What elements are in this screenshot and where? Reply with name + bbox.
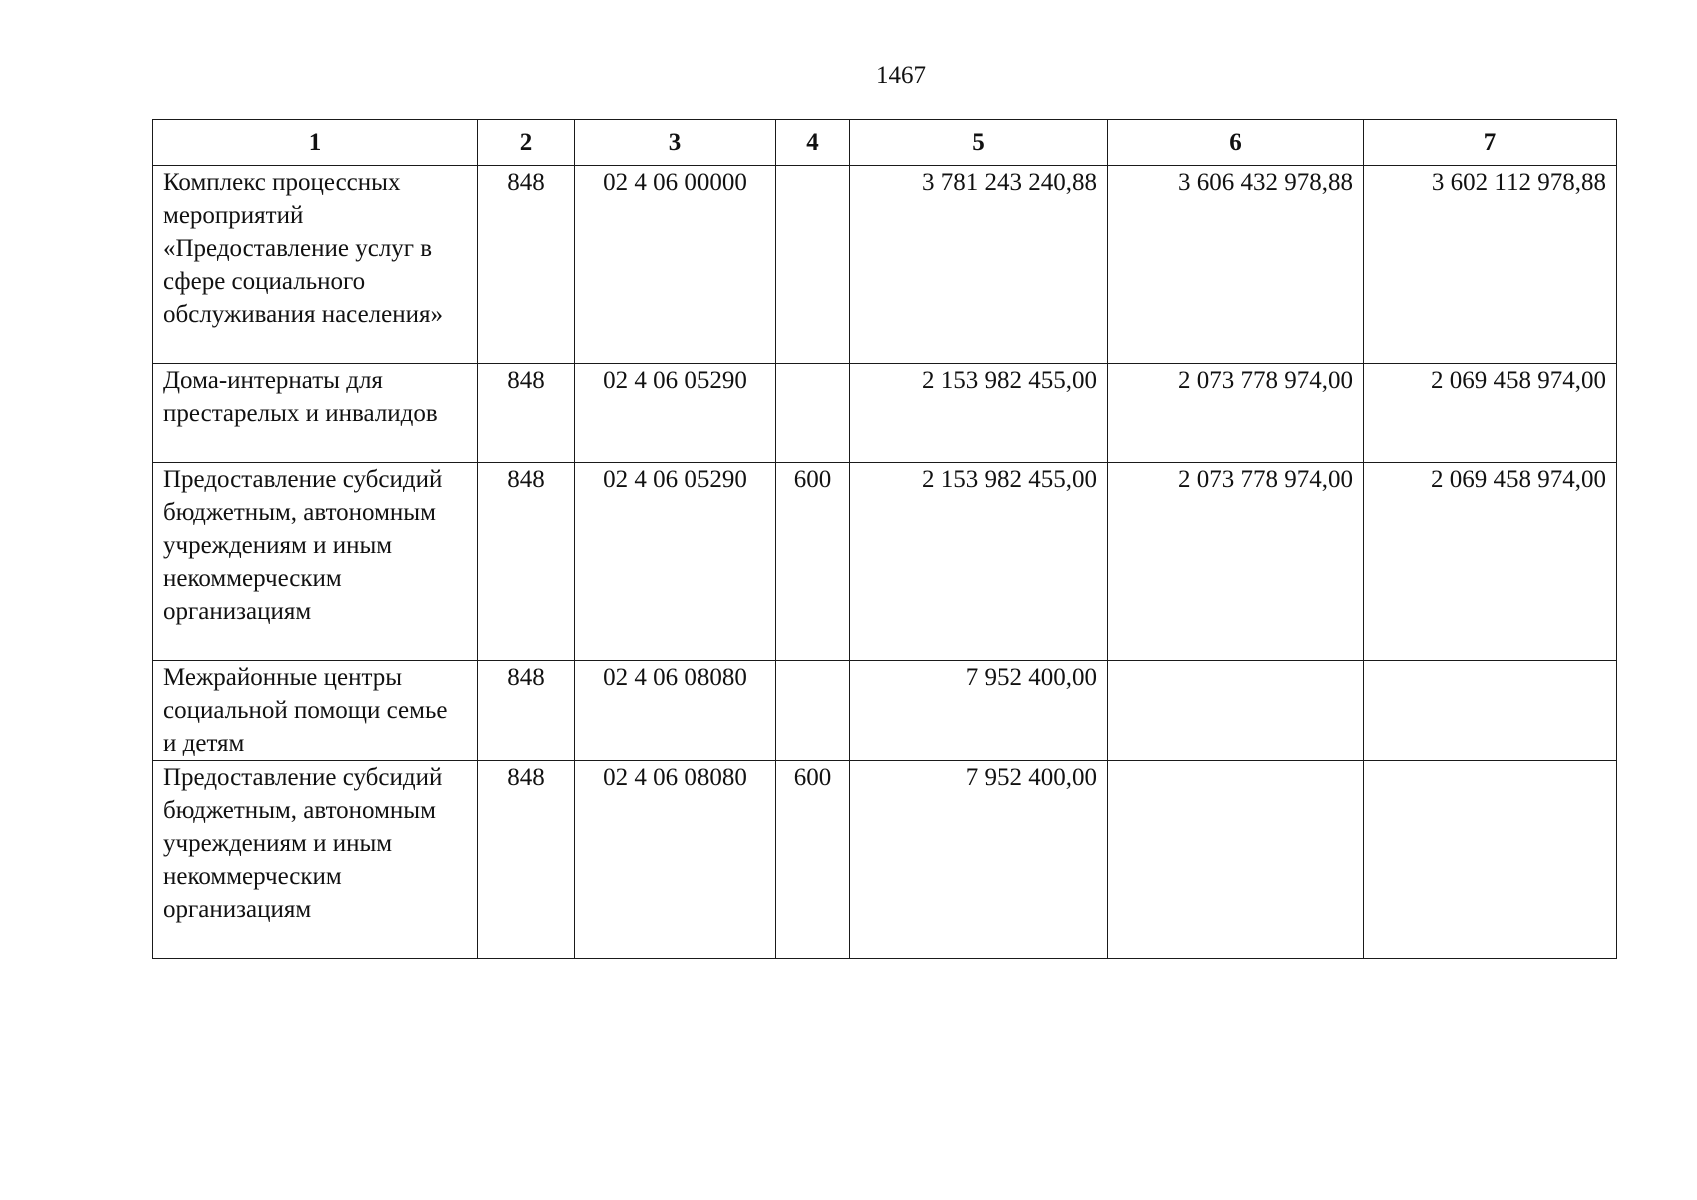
- column-header-6: 6: [1108, 120, 1364, 166]
- row-cell-col5: 7 952 400,00: [850, 661, 1108, 761]
- row-cell-col6: 3 606 432 978,88: [1108, 166, 1364, 364]
- header-row: [153, 120, 1617, 166]
- page-number: 1467: [876, 62, 926, 89]
- row-cell-col6: [1108, 761, 1364, 959]
- column-header-5: 5: [850, 120, 1108, 166]
- row-cell-col3: 02 4 06 08080: [575, 761, 776, 959]
- row-cell-col2: 848: [478, 364, 575, 463]
- row-cell-col7: 2 069 458 974,00: [1364, 463, 1617, 661]
- row-cell-col3: 02 4 06 08080: [575, 661, 776, 761]
- column-header-7: 7: [1364, 120, 1617, 166]
- row-cell-col6: 2 073 778 974,00: [1108, 463, 1364, 661]
- row-cell-col2: 848: [478, 761, 575, 959]
- table-row: [153, 761, 1617, 959]
- column-header-3: 3: [575, 120, 776, 166]
- row-cell-col4: 600: [776, 463, 850, 661]
- row-cell-col4: [776, 364, 850, 463]
- table-header: [153, 120, 1617, 166]
- row-name-cell: Межрайонные центры социальной помощи семье и детям: [153, 661, 478, 761]
- column-header-2: 2: [478, 120, 575, 166]
- row-cell-col4: [776, 166, 850, 364]
- table-body: [153, 166, 1617, 959]
- row-cell-col7: [1364, 761, 1617, 959]
- row-cell-col2: 848: [478, 661, 575, 761]
- budget-table: [152, 119, 1617, 959]
- row-cell-col2: 848: [478, 463, 575, 661]
- row-cell-col6: [1108, 661, 1364, 761]
- row-name-cell: Предоставление субсидий бюджетным, автономным учреждениям и иным некоммерческим организациям: [153, 761, 478, 959]
- row-cell-col3: 02 4 06 00000: [575, 166, 776, 364]
- row-cell-col7: 3 602 112 978,88: [1364, 166, 1617, 364]
- row-cell-col3: 02 4 06 05290: [575, 364, 776, 463]
- table-row: [153, 463, 1617, 661]
- table-row: [153, 166, 1617, 364]
- row-cell-col4: [776, 661, 850, 761]
- row-cell-col2: 848: [478, 166, 575, 364]
- table-row: [153, 364, 1617, 463]
- row-cell-col7: 2 069 458 974,00: [1364, 364, 1617, 463]
- row-name-cell: Предоставление субсидий бюджетным, автономным учреждениям и иным некоммерческим организациям: [153, 463, 478, 661]
- row-cell-col6: 2 073 778 974,00: [1108, 364, 1364, 463]
- column-header-1: 1: [153, 120, 478, 166]
- row-cell-col7: [1364, 661, 1617, 761]
- row-cell-col5: 2 153 982 455,00: [850, 463, 1108, 661]
- row-cell-col4: 600: [776, 761, 850, 959]
- row-cell-col5: 7 952 400,00: [850, 761, 1108, 959]
- row-name-cell: Дома-интернаты для престарелых и инвалидов: [153, 364, 478, 463]
- row-cell-col5: 3 781 243 240,88: [850, 166, 1108, 364]
- row-name-cell: Комплекс процессных мероприятий «Предоставление услуг в сфере социального обслуживания населения»: [153, 166, 478, 364]
- column-header-4: 4: [776, 120, 850, 166]
- row-cell-col5: 2 153 982 455,00: [850, 364, 1108, 463]
- row-cell-col3: 02 4 06 05290: [575, 463, 776, 661]
- table-row: [153, 661, 1617, 761]
